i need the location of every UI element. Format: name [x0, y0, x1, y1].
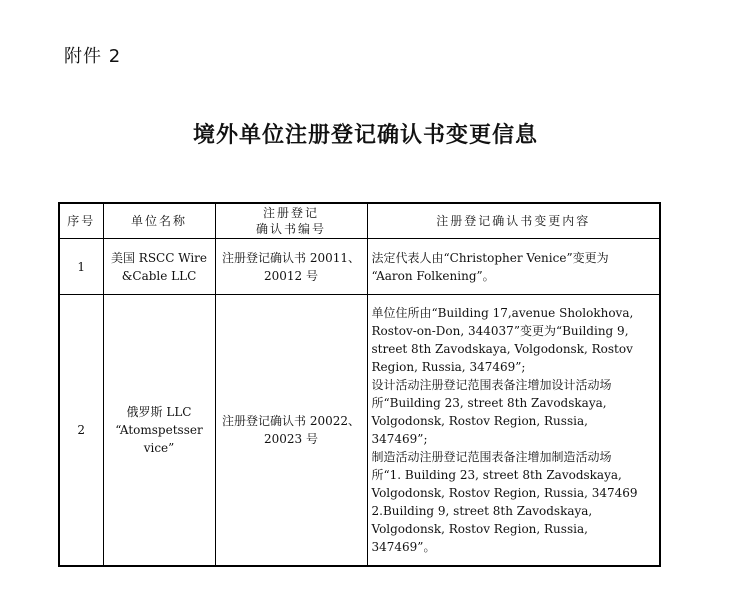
content-line: 制造活动注册登记范围表备注增加制造活动场 [371, 450, 612, 464]
unit-name-line: “Atomspetsser [115, 423, 203, 437]
header-unit-name: 单位名称 [103, 203, 215, 239]
document-title: 境外单位注册登记确认书变更信息 [192, 122, 538, 148]
content-line: 单位住所由“Building 17,avenue Sholokhova, [371, 306, 634, 320]
cell-no: 1 [59, 239, 103, 295]
attachment-label: 附件 2 [64, 46, 122, 67]
table-row [59, 295, 660, 567]
header-reg-no-line2: 确认书编号 [255, 222, 326, 236]
content-line: 所“1. Building 23, street 8th Zavodskaya, [371, 468, 622, 482]
header-change-content: 注册登记确认书变更内容 [367, 203, 660, 239]
unit-name-line: vice” [143, 441, 175, 455]
table-header-row [59, 203, 660, 239]
reg-no-line: 20012 号 [264, 268, 318, 283]
content-line: 347469”。 [371, 540, 436, 554]
content-line: Volgodonsk, Rostov Region, Russia, [371, 522, 588, 536]
content-line: 法定代表人由“Christopher Venice”变更为 [371, 250, 609, 265]
cell-change-content [367, 239, 660, 295]
reg-no-line: 注册登记确认书 20022、 [222, 414, 360, 428]
cell-change-content [367, 295, 660, 567]
content-line: Volgodonsk, Rostov Region, Russia, [371, 414, 588, 428]
header-reg-no [215, 203, 367, 239]
cell-no: 2 [59, 295, 103, 567]
content-line: Volgodonsk, Rostov Region, Russia, 347469 [371, 486, 638, 500]
header-no: 序号 [59, 203, 103, 239]
cell-unit-name [103, 295, 215, 567]
content-line: Rostov-on-Don, 344037”变更为“Building 9, [371, 324, 629, 338]
content-line: 2.Building 9, street 8th Zavodskaya, [371, 504, 593, 518]
content-line: Region, Russia, 347469”; [371, 360, 526, 374]
unit-name-line: 美国 RSCC Wire [110, 250, 208, 265]
content-line: “Aaron Folkening”。 [371, 268, 495, 283]
content-line: 所“Building 23, street 8th Zavodskaya, [371, 396, 607, 410]
unit-name-line: 俄罗斯 LLC [126, 405, 192, 419]
change-info-table [58, 202, 661, 567]
content-line: 347469”; [371, 432, 428, 446]
header-reg-no-line1: 注册登记 [262, 206, 319, 220]
content-line: street 8th Zavodskaya, Volgodonsk, Rostov [371, 342, 633, 356]
unit-name-line: &Cable LLC [121, 268, 197, 283]
reg-no-line: 20023 号 [264, 432, 318, 446]
table-row [59, 239, 660, 295]
cell-reg-no [215, 295, 367, 567]
cell-reg-no [215, 239, 367, 295]
cell-unit-name [103, 239, 215, 295]
reg-no-line: 注册登记确认书 20011、 [222, 250, 360, 265]
content-line: 设计活动注册登记范围表备注增加设计活动场 [371, 378, 612, 392]
